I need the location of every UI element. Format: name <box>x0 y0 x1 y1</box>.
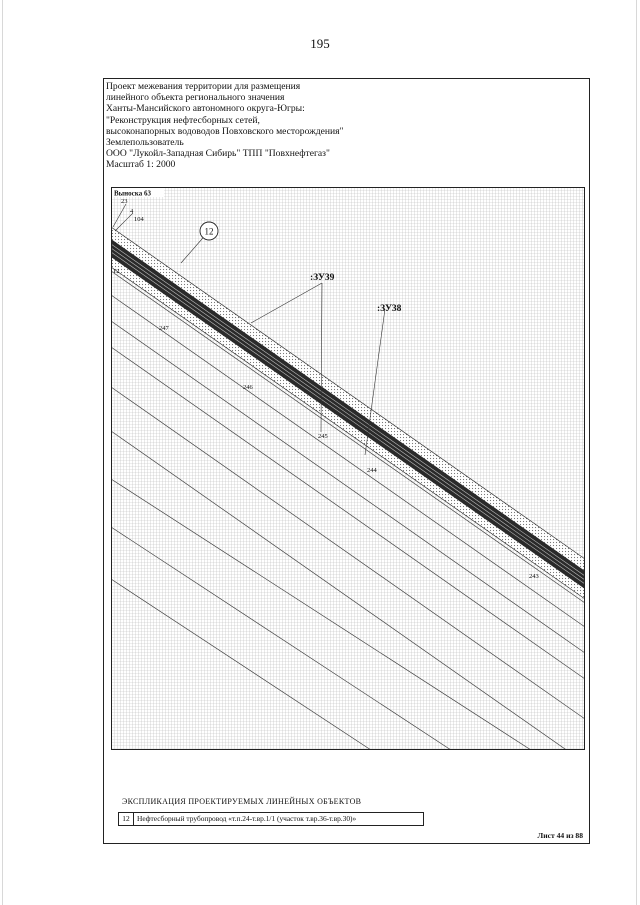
legend-title: ЭКСПЛИКАЦИЯ ПРОЕКТИРУЕМЫХ ЛИНЕЙНЫХ ОБЪЕКТОВ <box>122 797 362 806</box>
callout-title: Выноска 63 <box>114 189 151 198</box>
map-drawing <box>111 187 585 750</box>
header-line: ООО "Лукойл-Западная Сибирь" ТПП "Повхнефтегаз" <box>106 148 330 160</box>
point-label: 23 <box>121 198 128 205</box>
legend-row-number: 12 <box>119 813 134 825</box>
header-line: Землепользователь <box>106 137 184 149</box>
point-label: 4 <box>130 208 134 215</box>
point-label: 104 <box>134 216 144 223</box>
zone-label: :ЗУ38 <box>377 304 402 314</box>
point-label: 245 <box>318 433 328 440</box>
header-line: Ханты-Мансийского автономного округа-Югры: <box>106 103 305 115</box>
map-grid-background <box>111 187 585 750</box>
point-label: 243 <box>529 573 539 580</box>
sheet-frame <box>103 78 590 844</box>
page-number: 195 <box>310 36 330 51</box>
scan-edge-left <box>2 0 3 905</box>
map-frame <box>111 187 585 750</box>
zone-label: :ЗУ39 <box>310 273 335 283</box>
header-line: линейного объекта регионального значения <box>106 92 285 104</box>
legend-table <box>118 812 424 826</box>
header-line: "Реконструкция нефтесборных сетей, <box>106 114 260 126</box>
header-block <box>106 81 406 171</box>
point-label: 247 <box>159 325 169 332</box>
point-label: 246 <box>243 384 253 391</box>
point-label: 12 <box>113 268 120 275</box>
sheet-number: Лист 44 из 88 <box>537 831 583 840</box>
header-line: Проект межевания территории для размещения <box>106 81 301 92</box>
object-marker: 12 <box>204 226 214 237</box>
header-line: Масштаб 1: 2000 <box>106 159 176 171</box>
header-line: высоконапорных водоводов Повховского месторождения" <box>106 125 344 137</box>
point-label: 244 <box>367 467 377 474</box>
legend-row-description: Нефтесборный трубопровод «т.п.24-т.вр.1/1 (участок т.вр.36-т.вр.30)» <box>137 814 357 823</box>
scan-edge-right <box>636 0 637 905</box>
